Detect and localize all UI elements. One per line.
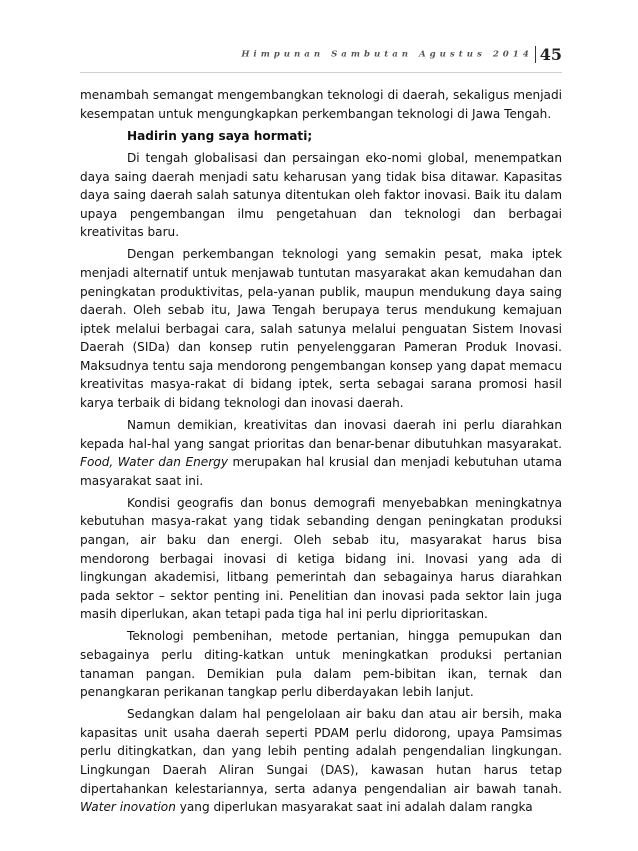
paragraph-text: yang diperlukan masyarakat saat ini adalah dalam rangka [175, 800, 533, 815]
paragraph [80, 705, 562, 816]
page-number: 45 [539, 45, 562, 64]
paragraph-text: Sedangkan dalam hal pengelolaan air baku dan atau air bersih, maka kapasitas unit usaha daerah seperti PDAM perlu didorong, upaya Pamsimas perlu ditingkatkan, dan yang lebih penting adalah pengendalian lingkungan. Lingkungan Daerah Aliran Sungai (DAS), kawasan hutan harus tetap dipertahankan kelestariannya, serta adanya pengendalian air bawah tanah. [80, 707, 562, 796]
page-body [80, 86, 562, 817]
header-separator [535, 46, 536, 63]
paragraph [80, 416, 562, 490]
paragraph: menambah semangat mengembangkan teknologi di daerah, sekaligus menjadi kesempatan untuk mengungkapkan perkembangan teknologi di Jawa Tengah. [80, 88, 562, 121]
paragraph-text: Namun demikian, kreativitas dan inovasi daerah ini perlu diarahkan kepada hal-hal yang sangat prioritas dan benar-benar dibutuhkan masyarakat. [80, 418, 562, 451]
paragraph: Di tengah globalisasi dan persaingan eko-nomi global, menempatkan daya saing daerah menjadi satu keharusan yang tidak bisa ditawar. Kapasitas daya saing daerah salah satunya ditentukan oleh faktor inovasi. Baik itu dalam upaya pengembangan ilmu pengetahuan dan teknologi dan berbagai kreativitas baru. [80, 151, 562, 240]
emphasis-text: Water inovation [80, 800, 176, 815]
paragraph: Dengan perkembangan teknologi yang semakin pesat, maka iptek menjadi alternatif untuk menjawab tuntutan masyarakat akan kemudahan dan peningkatan produktivitas, pela-yanan publik, maupun mendukung daya saing daerah. Oleh sebab itu, Jawa Tengah berupaya terus mendukung kemajuan iptek melalui berbagai cara, salah satunya melalui penguatan Sistem Inovasi Daerah (SIDa) dan konsep rutin penyelenggaran Pameran Produk Inovasi. Maksudnya tentu saja mendorong pengembangan konsep yang dapat memacu kreativitas masya-rakat di bidang iptek, serta sebagai sarana promosi hasil karya terbaik di bidang teknologi dan inovasi daerah. [80, 247, 562, 410]
page-header [80, 44, 562, 68]
header-rule [80, 72, 562, 73]
section-heading: Hadirin yang saya hormati; [127, 128, 313, 143]
running-title: Himpunan Sambutan Agustus 2014 [241, 49, 533, 60]
paragraph: Teknologi pembenihan, metode pertanian, hingga pemupukan dan sebagainya perlu diting-katkan untuk meningkatkan produksi pertanian tanaman pangan. Demikian pula dalam pem-bibitan ikan, ternak dan penangkaran perikanan tangkap perlu diberdayakan lebih lanjut. [80, 629, 562, 700]
paragraph: Kondisi geografis dan bonus demografi menyebabkan meningkatnya kebutuhan masya-rakat yang tidak sebanding dengan peningkatan produksi pangan, air baku dan energi. Oleh sebab itu, masyarakat harus bisa mendorong berbagai inovasi di ketiga bidang ini. Inovasi yang ada di lingkungan akademisi, litbang pemerintah dan sebagainya harus diarahkan pada sektor – sektor penting ini. Penelitian dan inovasi pada sektor lain juga masih diperlukan, akan tetapi pada tiga hal ini perlu diprioritaskan. [80, 495, 562, 622]
paragraph-text: merupakan hal krusial dan menjadi kebutuhan utama masyarakat saat ini. [80, 455, 562, 488]
emphasis-text: Food, Water dan Energy [80, 455, 229, 470]
